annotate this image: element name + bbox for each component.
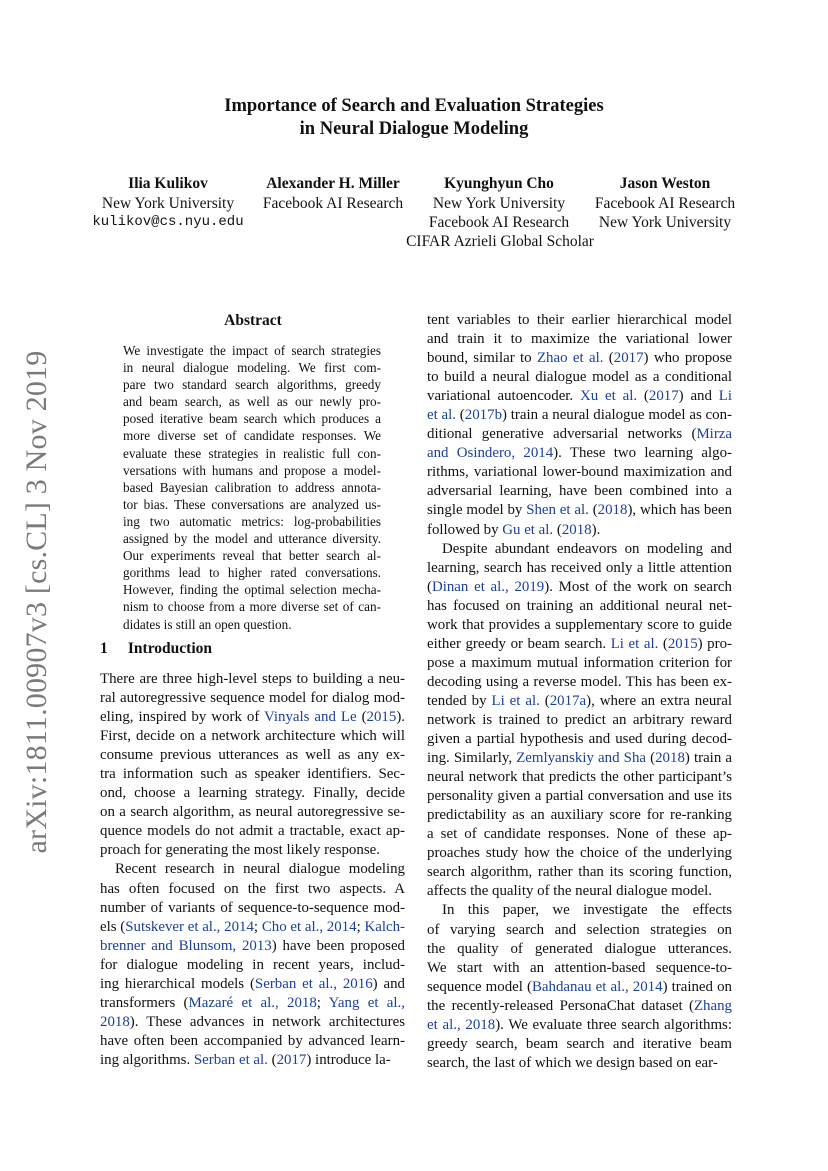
citation-link[interactable]: et al. [427,407,457,424]
text-line [100,860,405,879]
text-span: number of variants of sequence-to-sequence mod- [100,899,405,916]
citation-link[interactable]: 2015 [366,709,397,726]
author-miller [252,174,414,213]
text-span: ), where an extra neural [586,692,732,709]
text-line [427,501,732,520]
text-span: ( [267,1051,277,1068]
citation-link[interactable]: brenner and Blunsom, 2013 [100,937,272,954]
text-span: given a partial hypothesis and used during decod- [427,731,732,748]
abstract-line: and beam search, as well as our newly pro- [123,394,381,410]
text-span: ( [588,502,598,519]
text-line [100,975,405,994]
text-span: ( [356,709,367,726]
text-line [100,1051,405,1070]
text-span: ) train a neural dialogue model as con- [502,407,732,424]
citation-link[interactable]: Li et al. [610,635,659,652]
text-line [427,578,732,597]
title-line-1: Importance of Search and Evaluation Strategies [224,96,604,116]
text-span: sequence model ( [427,978,532,995]
text-line [427,1054,732,1073]
text-line [427,1035,732,1054]
text-span: ( [427,578,432,595]
title-line-2: in Neural Dialogue Modeling [299,119,529,139]
text-span: ), which has been [627,502,732,519]
abstract-line: However, finding the optimal selection mecha- [123,582,381,598]
author-affiliation: New York University [598,214,732,231]
text-span: ing hierarchical models ( [100,975,255,992]
citation-link[interactable]: Li et al. [491,692,540,709]
text-span: affects the quality of the neural dialogue model. [427,883,713,900]
abstract-line: versations with humans and propose a model- [123,462,381,478]
text-line [427,768,732,787]
text-line [427,692,732,711]
text-line [427,901,732,920]
abstract-line: ing two automatic metrics: log-probabilities [123,513,381,529]
text-span: ) who propose [643,350,732,367]
text-span: ( [553,521,562,538]
text-span: has focused on training an additional neural net- [427,597,732,614]
text-span: a set of candidate responses. None of these ap- [427,826,732,843]
text-line [100,746,405,765]
text-span: ). We evaluate three search algorithms: [495,1016,732,1033]
text-span: ing. Similarly, [427,750,517,767]
text-span: ). [396,709,405,726]
text-line [100,841,405,860]
text-line [427,806,732,825]
text-line [427,444,732,463]
text-span: ) and [372,975,405,992]
text-span: ). [591,521,601,538]
citation-link[interactable]: et al., 2018 [427,1016,496,1033]
text-span: tent variables to their earlier hierarchical model [427,312,732,328]
section-title: Introduction [127,640,212,657]
citation-link[interactable]: Zemlyanskiy and Sha [516,750,647,767]
text-line [100,918,405,937]
author-weston [584,174,746,233]
text-line [427,825,732,844]
text-line [427,387,732,406]
text-line [427,863,732,882]
text-span: Recent research in neural dialogue modeling [115,861,405,878]
text-span: search, the last of which we design based on ear- [427,1054,718,1071]
citation-link[interactable]: Shen et al. [526,502,589,519]
text-span: either greedy or beam search. [427,635,611,652]
text-line [100,1013,405,1032]
text-span: quence models do not admit a tractable, exact ap- [100,823,405,840]
text-line [427,616,732,635]
citation-link[interactable]: Dinan et al., 2019 [431,578,545,595]
author-affiliation: Facebook AI Research [428,214,570,231]
text-span: ond, choose a learning strategy. Finally, decide [100,785,405,802]
paper-title [0,95,828,141]
abstract-line: We investigate the impact of search strategies [123,343,381,358]
text-line [100,880,405,899]
text-span: ditional generative adversarial networks ( [427,426,697,443]
text-span: neural network that predicts the other participant’s [427,769,732,786]
text-line [427,349,732,368]
text-span: on a search algorithm, as neural autoregressive se- [100,804,405,821]
citation-link[interactable]: Mirza [696,426,732,443]
abstract-line: tor bias. These conversations are analyzed us- [123,496,381,512]
citation-link[interactable]: Gu et al. [502,521,554,538]
text-span: There are three high-level steps to building a neu- [100,671,405,687]
text-span: to build a neural dialogue model as a conditional [427,369,732,386]
text-span: ) trained on [662,978,732,995]
text-span: the quality of generated dialogue utterances. [427,940,732,957]
text-line [100,994,405,1013]
text-span: bound, similar to [427,350,537,367]
text-line [427,540,732,559]
author-name: Alexander H. Miller [266,175,400,192]
citation-link[interactable]: 2018 [655,750,685,767]
text-span: In this paper, we investigate the effects [442,902,732,919]
text-span: ). Most of the work on search [544,578,732,595]
citation-link[interactable]: 2017 [648,388,679,405]
abstract-line: gorithms lead to higher rated conversations. [123,565,381,581]
citation-link[interactable]: 2017a [549,692,587,709]
text-line [100,689,405,708]
text-span: ( [456,407,465,424]
text-line [427,978,732,997]
citation-link[interactable]: Mazaré et al., 2018 [188,994,317,1011]
citation-link[interactable]: Kalch- [364,918,405,935]
abstract-line: assigned by the model and utterance diversity. [123,531,381,547]
text-span: the recently-released PersonaChat dataset ( [427,997,694,1014]
author-affiliation: New York University [101,194,235,212]
text-line [427,711,732,730]
author-affiliation: Facebook AI Research [594,194,736,212]
text-line [427,521,732,540]
text-span: of varying search and selection strategies on [427,921,732,938]
text-span: rithms, variational lower-bound maximization and [427,464,732,481]
author-affiliation: Facebook AI Research [262,194,404,212]
text-line [100,899,405,918]
citation-link[interactable]: Cho et al., 2014 [261,918,357,935]
text-span: First, decide on a network architecture which will [100,728,405,745]
text-span: ( [637,388,649,405]
citation-link[interactable]: and Osindero, 2014 [427,445,554,462]
text-span: proach for generating the most likely response. [100,842,380,859]
text-span: els ( [100,918,126,935]
text-line [100,784,405,803]
text-span: tended by [427,692,492,709]
text-span: eling, inspired by work of [100,709,264,726]
text-line [100,727,405,746]
text-span: ( [646,750,656,767]
citation-link[interactable]: Xu et al. [580,388,638,405]
author-email: kulikov@cs.nyu.edu [92,214,244,230]
text-span: predictability as an auxiliary score for re-ranking [427,807,732,824]
right-column-text [427,311,732,1073]
text-span: ) pro- [697,635,732,652]
author-name: Ilia Kulikov [128,175,208,192]
abstract-line: Our experiments reveal that better search al- [123,548,381,564]
text-span: single model by [427,502,527,519]
text-line [427,330,732,349]
abstract-heading: Abstract [224,312,282,329]
author-name: Kyunghyun Cho [444,175,554,192]
citation-link[interactable]: Yang et al., [328,994,405,1011]
text-line [427,368,732,387]
text-line [100,708,405,727]
text-line [100,956,405,975]
citation-link[interactable]: 2017 [276,1051,307,1068]
text-line [100,765,405,784]
text-line [100,670,405,689]
text-span: ) train a [684,750,732,767]
text-span: ; [253,918,262,935]
citation-link[interactable]: Serban et al., 2016 [254,975,373,992]
text-line [427,844,732,863]
abstract-line: in neural dialogue modeling. We first com- [123,360,381,376]
text-line [100,803,405,822]
citation-link[interactable]: 2018 [100,1013,130,1030]
citation-link[interactable]: 2015 [667,635,698,652]
text-line [427,597,732,616]
text-line [427,787,732,806]
text-line [427,749,732,768]
text-span: decoding using a reverse model. This has been ex- [427,673,732,690]
citation-link[interactable]: 2018 [561,521,592,538]
text-line [427,425,732,444]
citation-link[interactable]: Li [718,388,733,405]
text-span: personality given a partial conversation and use its [427,788,732,805]
text-span: for dialogue modeling in recent years, includ- [100,956,405,973]
text-line [427,921,732,940]
arxiv-stamp [14,350,60,854]
text-line [427,730,732,749]
text-span: network is trained to predict an arbitrary reward [427,711,732,728]
text-span: We start with an attention-based sequence-to- [427,959,732,976]
text-span: consume previous utterances as well as any ex- [100,747,405,764]
arxiv-identifier: arXiv:1811.00907v3 [cs.CL] 3 Nov 2019 [20,350,53,854]
text-span: ; [316,994,329,1011]
text-span: ). These two learning algo- [553,445,732,462]
abstract-line: didates is still an open question. [123,616,292,632]
text-line [427,482,732,501]
shared-affiliation: CIFAR Azrieli Global Scholar [406,233,594,250]
text-line [427,940,732,959]
section-number: 1 [100,640,108,657]
text-line [427,654,732,673]
text-span: variational autoencoder. [427,388,580,405]
text-line [427,673,732,692]
text-span: ( [539,692,550,709]
left-column-text [100,670,405,1070]
text-line [100,822,405,841]
text-span: work that provides a supplementary score to guide [427,616,732,633]
abstract-body [123,342,381,633]
text-span: search algorithm, rather than its scoring function, [427,864,732,881]
text-span: greedy search, beam search and iterative beam [427,1035,732,1052]
text-span: ing algorithms. [100,1051,194,1068]
text-span: ) have been proposed [271,937,405,954]
author-affiliation: New York University [432,194,566,212]
citation-link[interactable]: Bahdanau et al., 2014 [531,978,663,995]
text-span: ral autoregressive sequence model for dialog mod- [100,690,405,707]
abstract-line: posed iterative beam search which produces a [123,411,381,427]
text-span: ; [356,918,365,935]
text-span: and train it to maximize the variational lower [427,331,732,348]
citation-link[interactable]: Serban et al. [193,1051,268,1068]
text-span: adversarial learning, have been combined into a [427,483,732,500]
text-span: have often been accompanied by advanced learn- [100,1032,405,1049]
text-span: ( [603,350,614,367]
text-span: tra information such as speaker identifiers. Sec- [100,766,405,783]
text-line [427,882,732,901]
text-line [427,463,732,482]
text-span: ( [658,635,668,652]
text-span: ) and [678,388,719,405]
abstract-line: more diverse set of candidate responses. We [123,428,381,444]
text-span: ) introduce la- [306,1051,391,1068]
text-span: transformers ( [100,994,189,1011]
citation-link[interactable]: Vinyals and Le [264,709,357,726]
text-span: learning, search has received only a little attention [427,559,732,576]
text-line [100,937,405,956]
text-line [427,1016,732,1035]
text-span: ). These advances in network architectures [129,1013,405,1030]
text-span: followed by [427,521,503,538]
text-line [100,1032,405,1051]
text-line [427,959,732,978]
text-line [427,997,732,1016]
citation-link[interactable]: Sutskever et al., 2014 [125,918,254,935]
text-span: has often focused on the first two aspects. A [100,880,405,897]
text-span: proaches study how the choice of the underlying [427,845,732,862]
abstract-line: evaluate these strategies in realistic full con- [123,445,381,461]
abstract-line: nism to choose from a more diverse set of can- [123,599,381,615]
citation-link[interactable]: Zhao et al. [536,350,604,367]
abstract-line: based Bayesian calibration to address annota- [123,479,381,495]
citation-link[interactable]: 2017b [464,407,503,424]
text-line [427,406,732,425]
citation-link[interactable]: Zhang [693,997,732,1014]
text-span: pose a maximum mutual information criterion for [427,654,732,671]
citation-link[interactable]: 2018 [597,502,628,519]
text-line [427,635,732,654]
citation-link[interactable]: 2017 [613,350,644,367]
text-line [427,559,732,578]
author-name: Jason Weston [619,175,711,192]
text-span: Despite abundant endeavors on modeling and [442,540,732,557]
section-heading-introduction [100,640,212,658]
author-cho [418,174,580,233]
author-kulikov [68,174,268,233]
abstract-line: pare two standard search algorithms, greedy [123,377,381,393]
text-line [427,311,732,330]
